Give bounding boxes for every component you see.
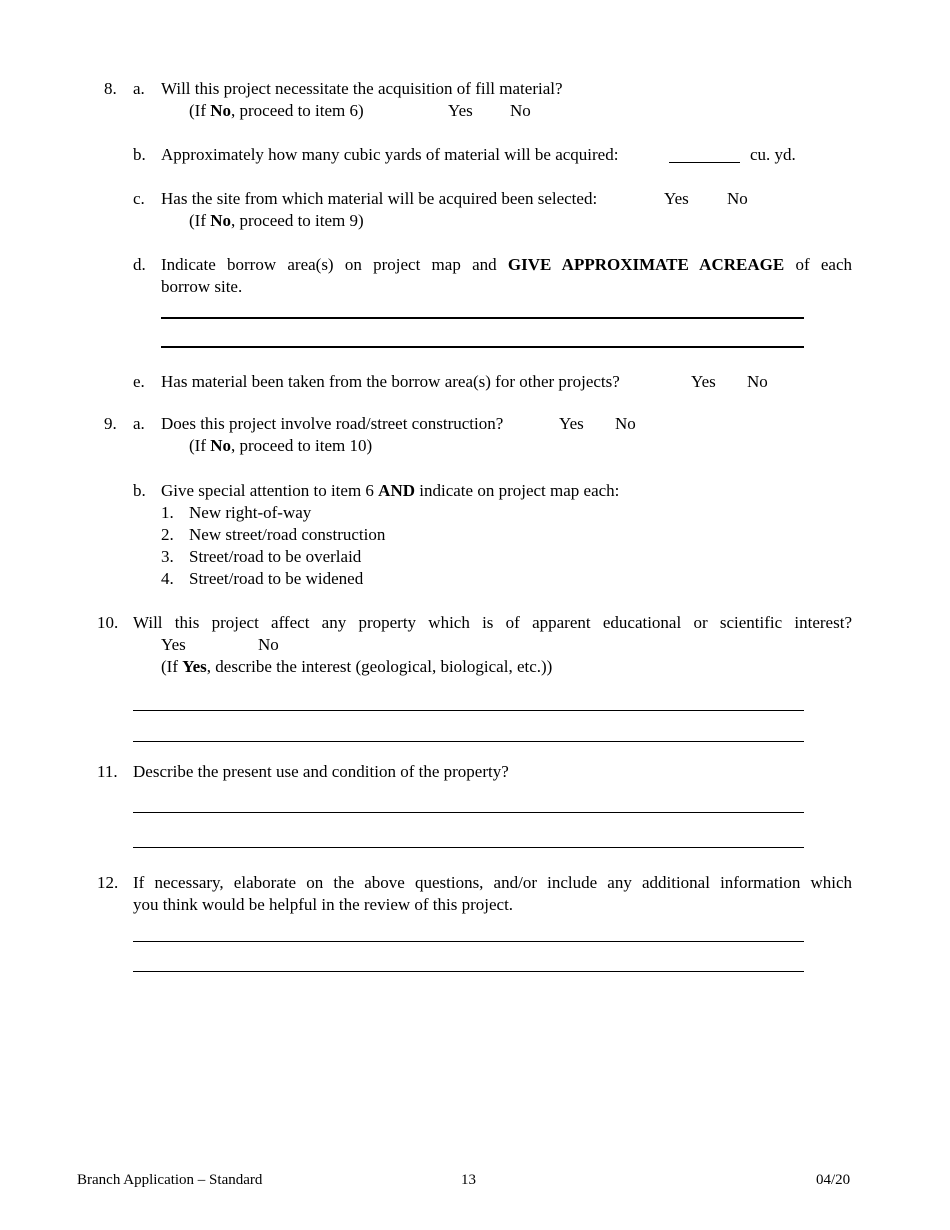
footer-date: 04/20	[816, 1172, 851, 1188]
q10-yes-option[interactable]: Yes	[161, 635, 186, 654]
q8b-letter: b.	[133, 145, 146, 164]
footer-document-title: Branch Application – Standard	[77, 1172, 263, 1188]
q9b-letter: b.	[133, 481, 146, 500]
q9b-item-text: New street/road construction	[189, 525, 386, 544]
q12-question-line2: you think would be helpful in the review of this project.	[133, 895, 514, 914]
q8b-cubic-yards-blank[interactable]	[669, 162, 740, 163]
q9b-item-text: Street/road to be overlaid	[189, 547, 362, 566]
q11-number: 11.	[97, 762, 118, 781]
q9a-question: Does this project involve road/street construction?	[161, 414, 504, 433]
q9-number: 9.	[104, 414, 117, 433]
q12-answer-line-1[interactable]	[133, 941, 804, 942]
q11-answer-line-1[interactable]	[133, 812, 804, 813]
q8a-note: (If No, proceed to item 6)	[189, 101, 364, 120]
q9b-question: Give special attention to item 6 AND indicate on project map each:	[161, 481, 620, 500]
q8a-no-option[interactable]: No	[510, 101, 531, 120]
q8c-no-option[interactable]: No	[727, 189, 748, 208]
q10-no-option[interactable]: No	[258, 635, 279, 654]
q9a-yes-option[interactable]: Yes	[559, 414, 584, 433]
q8a-question: Will this project necessitate the acquisition of fill material?	[161, 79, 563, 98]
q8c-yes-option[interactable]: Yes	[664, 189, 689, 208]
q11-question: Describe the present use and condition of the property?	[133, 762, 509, 781]
q8c-note: (If No, proceed to item 9)	[189, 211, 364, 230]
q8-number: 8.	[104, 79, 117, 98]
footer-page-number: 13	[461, 1172, 476, 1188]
q12-answer-line-2[interactable]	[133, 971, 804, 972]
q8b-question: Approximately how many cubic yards of material will be acquired:	[161, 145, 619, 164]
q9b-item-num: 3.	[161, 547, 174, 566]
q12-question-line1: If necessary, elaborate on the above questions, and/or include any additional information which	[133, 873, 852, 892]
q9a-no-option[interactable]: No	[615, 414, 636, 433]
q9b-item-num: 4.	[161, 569, 174, 588]
q8b-unit: cu. yd.	[750, 145, 796, 164]
q8c-letter: c.	[133, 189, 145, 208]
q10-answer-line-2[interactable]	[133, 741, 804, 742]
q11-answer-line-2[interactable]	[133, 847, 804, 848]
q8d-answer-line-1[interactable]	[161, 317, 804, 319]
q8e-letter: e.	[133, 372, 145, 391]
q8e-no-option[interactable]: No	[747, 372, 768, 391]
q8d-answer-line-2[interactable]	[161, 346, 804, 348]
q9b-item-num: 2.	[161, 525, 174, 544]
q9b-item-text: Street/road to be widened	[189, 569, 364, 588]
q10-question: Will this project affect any property which is of apparent educational or scientific interest?	[133, 613, 852, 632]
q8e-yes-option[interactable]: Yes	[691, 372, 716, 391]
q10-note: (If Yes, describe the interest (geological, biological, etc.))	[161, 657, 553, 676]
q9a-note: (If No, proceed to item 10)	[189, 436, 373, 455]
q8c-question: Has the site from which material will be acquired been selected:	[161, 189, 598, 208]
q8e-question: Has material been taken from the borrow area(s) for other projects?	[161, 372, 620, 391]
q9a-letter: a.	[133, 414, 145, 433]
q8a-yes-option[interactable]: Yes	[448, 101, 473, 120]
q10-answer-line-1[interactable]	[133, 710, 804, 711]
q12-number: 12.	[97, 873, 119, 892]
q8a-letter: a.	[133, 79, 145, 98]
q8d-question-line2: borrow site.	[161, 277, 243, 296]
q8d-letter: d.	[133, 255, 146, 274]
q9b-item-text: New right-of-way	[189, 503, 312, 522]
q10-number: 10.	[97, 613, 119, 632]
q9b-item-num: 1.	[161, 503, 174, 522]
q8d-question-line1: Indicate borrow area(s) on project map and GIVE APPROXIMATE ACREAGE of each	[161, 255, 853, 274]
